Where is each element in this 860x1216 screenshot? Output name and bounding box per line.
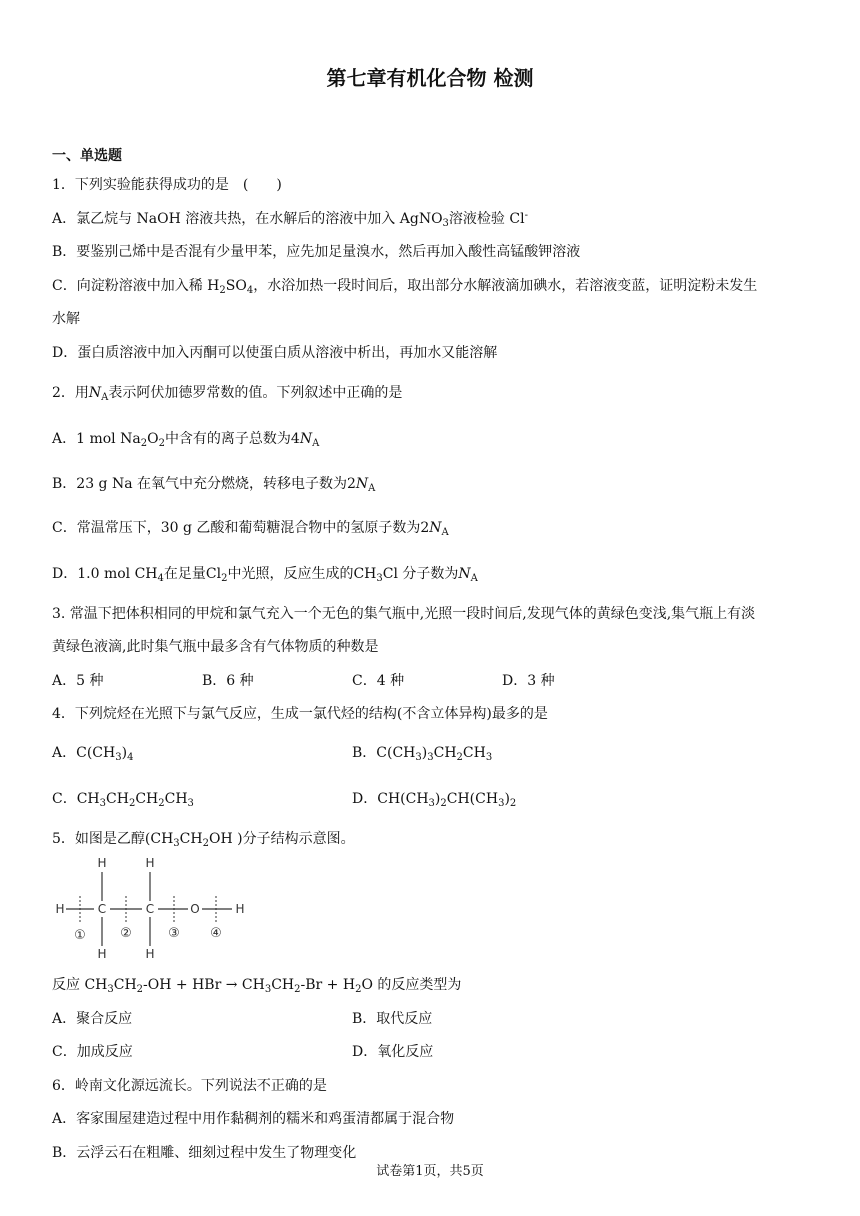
- q1-option-c: C．向淀粉溶液中加入稀 $H_2SO_4$，水浴加热一段时间后，取出部分水解液滴加碘水，若溶液变蓝，证明淀粉未发生: [52, 278, 758, 296]
- q6-stem: 6．岭南文化源远流长。下列说法不正确的是: [52, 1078, 327, 1094]
- q3-stem: 3. 常温下把体积相同的甲烷和氯气充入一个无色的集气瓶中,光照一段时间后,发现气体的黄绿色变浅,集气瓶上有淡: [52, 606, 756, 622]
- q4-option-b: B．$C(CH_3)_3CH_2CH_3$: [352, 745, 493, 763]
- atom-h: H: [145, 947, 155, 961]
- page-footer: 试卷第1页，共5页: [376, 1164, 484, 1179]
- q4-option-c: C．$CH_3CH_2CH_2CH_3$: [52, 791, 194, 809]
- q1-option-a: A．氯乙烷与 NaOH 溶液共热，在水解后的溶液中加入 AgNO$_3$溶液检验 Cl-: [52, 210, 528, 229]
- atom-c: C: [97, 902, 107, 916]
- atom-o: O: [190, 902, 200, 916]
- atom-c: C: [145, 902, 155, 916]
- q5-reaction: 反应 $CH_3CH_2-OH$ + HBr → $CH_3CH_2-Br + H_2O$ 的反应类型为: [52, 977, 462, 995]
- q4-option-a: A．$C(CH_3)_4$: [52, 745, 134, 763]
- ethanol-structure-diagram: [50, 852, 260, 964]
- q3-option-c: C．4 种: [352, 673, 405, 689]
- q2-option-c: C．常温常压下，30 g 乙酸和葡萄糖混合物中的氢原子数为$2N_A$: [52, 520, 449, 538]
- section-heading: 一、单选题: [52, 148, 122, 164]
- q2-option-d: D．1.0 mol $CH_4$在足量$Cl_2$中光照，反应生成的$CH_3Cl$ 分子数为$N_A$: [52, 566, 478, 584]
- q6-option-b: B．云浮云石在粗雕、细刻过程中发生了物理变化: [52, 1145, 357, 1161]
- bond-label-3: ③: [168, 926, 180, 941]
- atom-h: H: [145, 856, 155, 870]
- bond-label-4: ④: [210, 926, 222, 941]
- q4-option-d: D．$CH(CH_3)_2CH(CH_3)_2$: [352, 791, 517, 809]
- q3-option-b: B．6 种: [202, 673, 254, 689]
- atom-h: H: [97, 947, 107, 961]
- q1-option-b: B．要鉴别己烯中是否混有少量甲苯，应先加足量溴水，然后再加入酸性高锰酸钾溶液: [52, 244, 581, 260]
- q4-stem: 4．下列烷烃在光照下与氯气反应，生成一氯代烃的结构(不含立体异构)最多的是: [52, 706, 548, 722]
- q2-option-b: B．23 g Na 在氧气中充分燃烧，转移电子数为$2N_A$: [52, 476, 376, 494]
- q1-option-c-cont: 水解: [52, 311, 80, 327]
- q1-option-d: D．蛋白质溶液中加入丙酮可以使蛋白质从溶液中析出，再加水又能溶解: [52, 345, 498, 361]
- q1-stem: 1．下列实验能获得成功的是 ( ): [52, 177, 282, 193]
- q5-option-d: D．氧化反应: [352, 1044, 434, 1060]
- q5-option-c: C．加成反应: [52, 1044, 133, 1060]
- atom-h: H: [235, 902, 245, 916]
- page-title: 第七章有机化合物 检测: [326, 66, 534, 90]
- bond-label-1: ①: [74, 928, 86, 943]
- q6-option-a: A．客家围屋建造过程中用作黏稠剂的糯米和鸡蛋清都属于混合物: [52, 1111, 455, 1127]
- q5-option-b: B．取代反应: [352, 1011, 433, 1027]
- q2-stem: 2．用$N_A$表示阿伏加德罗常数的值。下列叙述中正确的是: [52, 385, 403, 403]
- q5-stem: 5．如图是乙醇($CH_3CH_2OH$ )分子结构示意图。: [52, 831, 355, 849]
- q3-option-d: D．3 种: [502, 673, 555, 689]
- q5-option-a: A．聚合反应: [52, 1011, 133, 1027]
- atom-h: H: [97, 856, 107, 870]
- q2-option-a: A．1 mol $Na_2O_2$中含有的离子总数为$4N_A$: [52, 431, 320, 449]
- q3-option-a: A．5 种: [52, 673, 104, 689]
- atom-h: H: [55, 902, 65, 916]
- bond-label-2: ②: [120, 926, 132, 941]
- q3-stem-cont: 黄绿色液滴,此时集气瓶中最多含有气体物质的种数是: [52, 639, 379, 655]
